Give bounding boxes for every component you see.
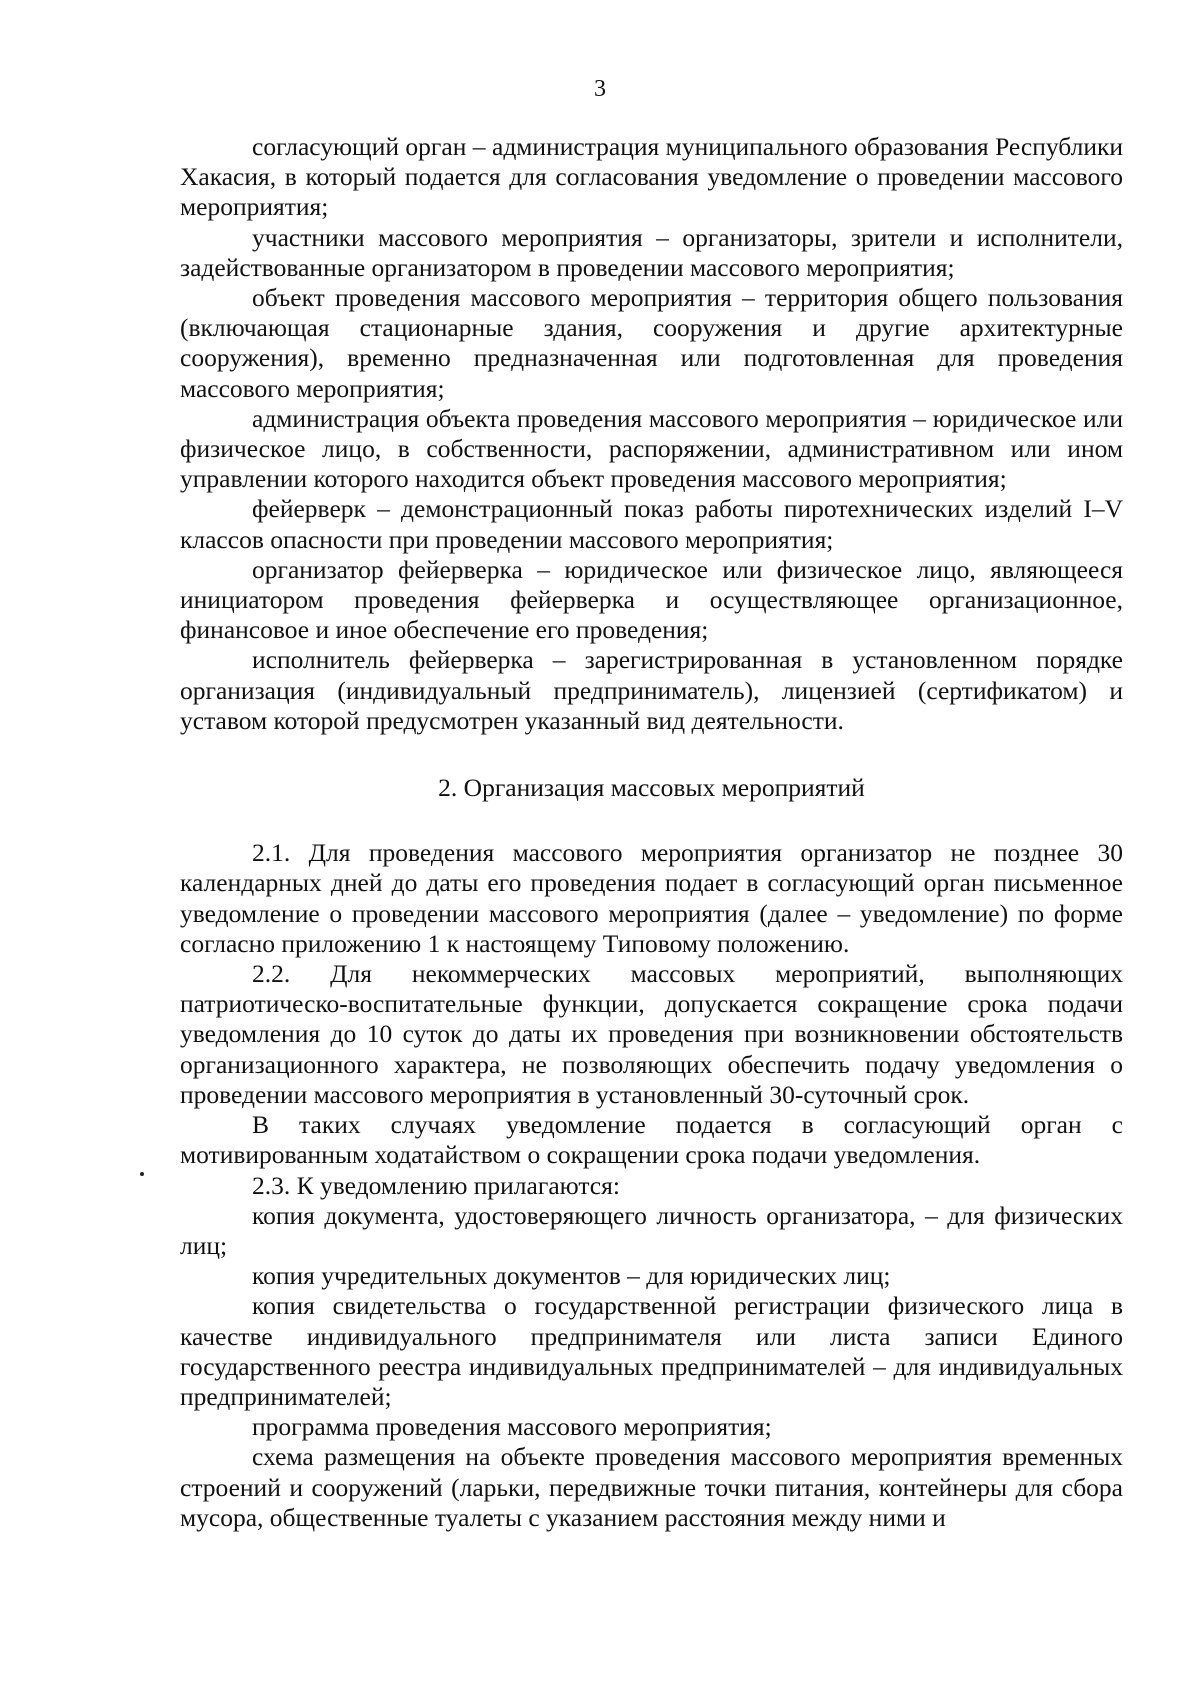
section-paragraph: 2.1. Для проведения массового мероприятия организатор не позднее 30 календарных дней до даты его проведения подает в согласующий орган письменное уведомление о проведении массового мероприятия (далее – уведомление) по форме согласно приложению 1 к настоящему Типовому положению. (180, 838, 1123, 958)
definition-paragraph: администрация объекта проведения массового мероприятия – юридическое или физическое лицо, в собственности, распоряжении, административном или ином управлении которого находится объект проведения массового мероприятия; (180, 403, 1123, 494)
section-paragraph: копия документа, удостоверяющего личность организатора, – для физических лиц; (180, 1200, 1123, 1260)
document-body (180, 132, 1123, 1533)
definition-paragraph: фейерверк – демонстрационный показ работы пиротехнических изделий I–V классов опасности при проведении массового мероприятия; (180, 494, 1123, 554)
section-paragraph: 2.2. Для некоммерческих массовых мероприятий, выполняющих патриотическо-воспитательные функции, допускается сокращение срока подачи уведомления до 10 суток до даты их проведения при возникновении обстоятельств организационного характера, не позволяющих обеспечить подачу уведомления о проведении массового мероприятия в установленный 30-суточный срок. (180, 959, 1123, 1109)
scan-dot-mark (140, 1172, 144, 1176)
page-number: 3 (594, 76, 606, 102)
section-paragraph: схема размещения на объекте проведения массового мероприятия временных строений и сооружений (ларьки, передвижные точки питания, контейнеры для сбора мусора, общественные туалеты с указанием расстояния между ними и (180, 1442, 1123, 1532)
section-paragraph: 2.3. К уведомлению прилагаются: (252, 1170, 620, 1200)
definition-paragraph: согласующий орган – администрация муниципального образования Республики Хакасия, в который подается для согласования уведомление о проведении массового мероприятия; (180, 132, 1123, 222)
section-paragraph: копия свидетельства о государственной регистрации физического лица в качестве индивидуального предпринимателя или листа записи Единого государственного реестра индивидуальных предпринимателей – для индивидуальных предпринимателей; (180, 1291, 1123, 1411)
definition-paragraph: организатор фейерверка – юридическое или физическое лицо, являющееся инициатором проведения фейерверка и осуществляющее организационное, финансовое и иное обеспечение его проведения; (180, 554, 1123, 645)
section-paragraph: программа проведения массового мероприятия; (252, 1412, 772, 1442)
definition-paragraph: исполнитель фейерверка – зарегистрированная в установленном порядке организация (индивидуальный предприниматель), лицензией (сертификатом) и уставом которой предусмотрен указанный вид деятельности. (180, 645, 1123, 735)
definition-paragraph: объект проведения массового мероприятия – территория общего пользования (включающая стационарные здания, сооружения и другие архитектурные сооружения), временно предназначенная или подготовленная для проведения массового мероприятия; (180, 283, 1123, 403)
definition-paragraph: участники массового мероприятия – организаторы, зрители и исполнители, задействованные организатором в проведении массового мероприятия; (180, 222, 1123, 282)
section-heading: 2. Организация массовых мероприятий (438, 773, 865, 803)
section-paragraph: копия учредительных документов – для юридических лиц; (252, 1261, 891, 1291)
section-paragraph: В таких случаях уведомление подается в согласующий орган с мотивированным ходатайством о сокращении срока подачи уведомления. (180, 1110, 1123, 1170)
